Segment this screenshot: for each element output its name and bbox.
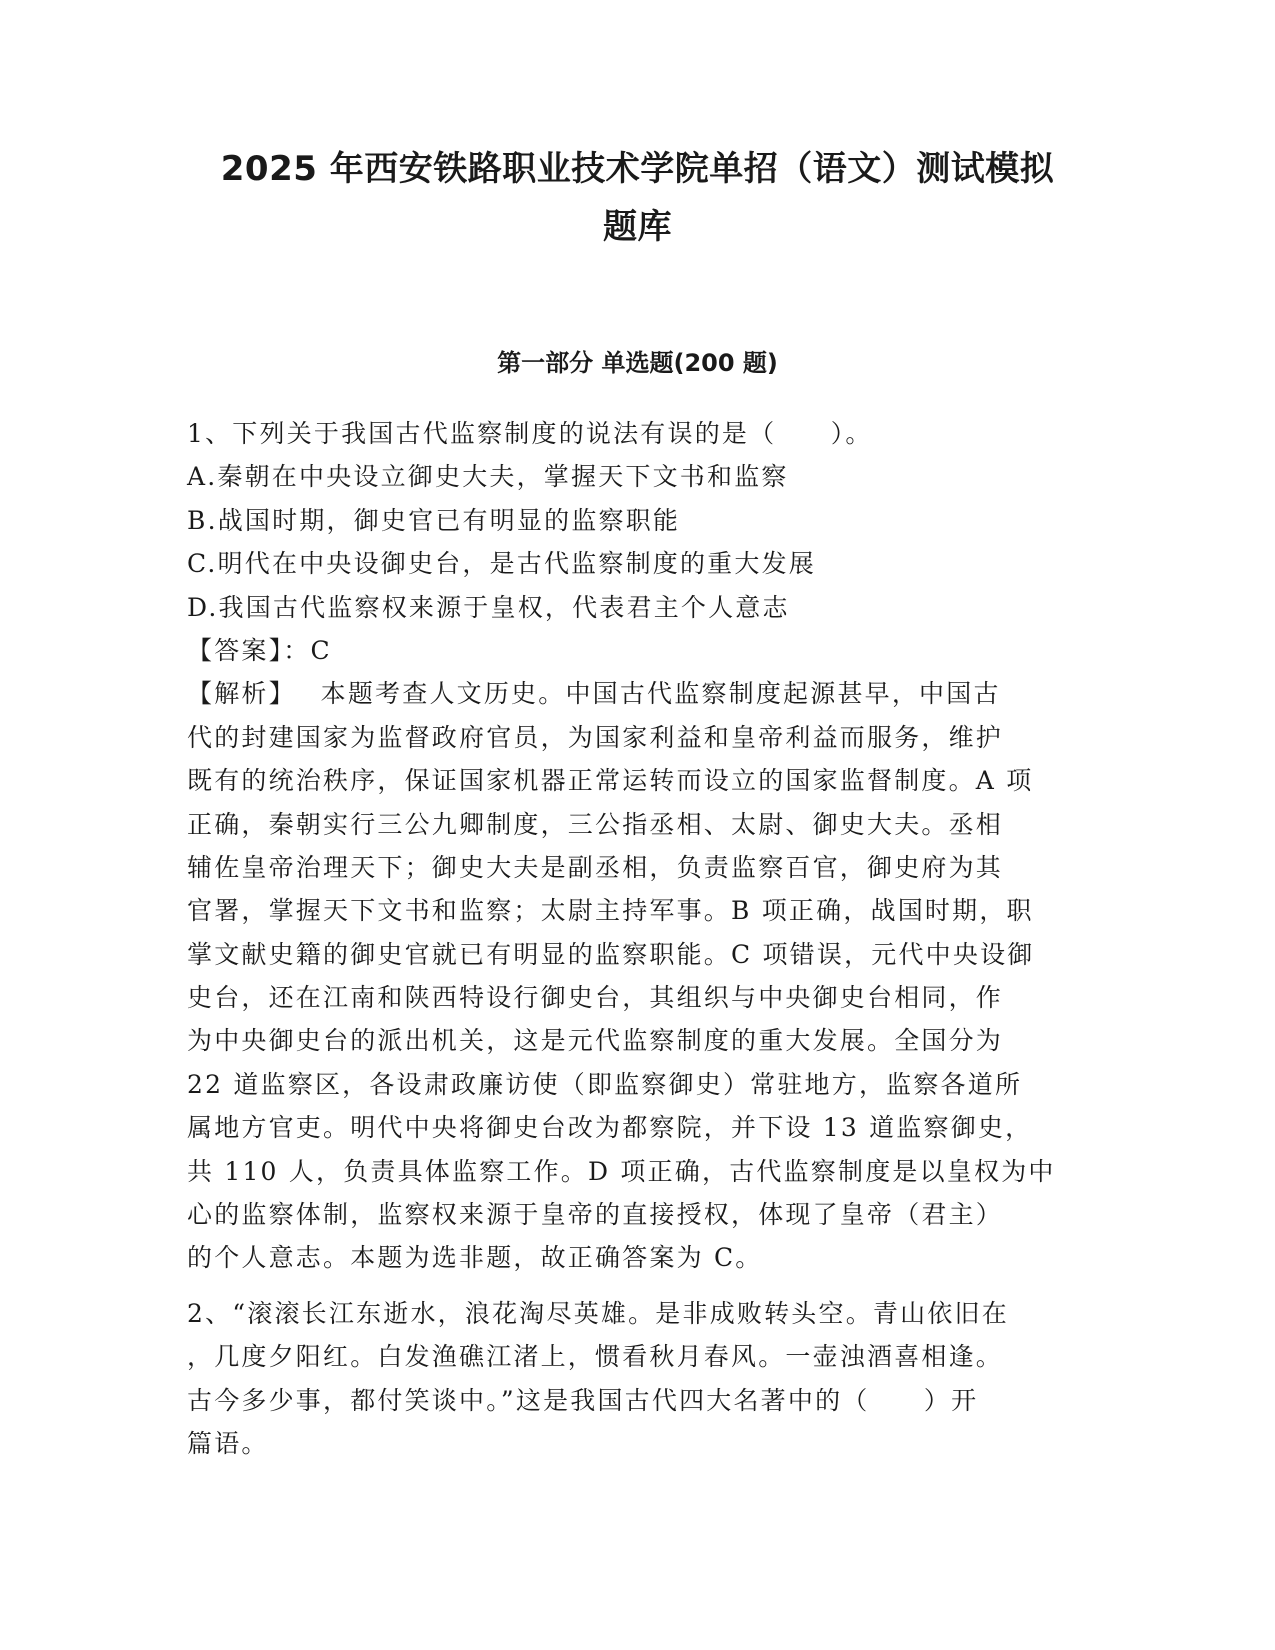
question-stem-line: 古今多少事，都付笑谈中。”这是我国古代四大名著中的（ ）开 [187, 1385, 979, 1415]
document-title [150, 140, 1125, 256]
analysis-line: 辅佐皇帝治理天下；御史大夫是副丞相，负责监察百官，御史府为其 [187, 852, 1004, 882]
analysis-line: 既有的统治秩序，保证国家机器正常运转而设立的国家监督制度。A 项 [187, 766, 1034, 796]
analysis [187, 672, 1089, 1279]
analysis-line: 官署，掌握天下文书和监察；太尉主持军事。B 项正确，战国时期，职 [187, 896, 1034, 926]
analysis-line: 掌文献史籍的御史官就已有明显的监察职能。C 项错误，元代中央设御 [187, 939, 1035, 969]
option-b: B.战国时期，御史官已有明显的监察职能 [187, 505, 681, 535]
question-stem-line: 篇语。 [187, 1428, 269, 1458]
question-stem-line: ，几度夕阳红。白发渔礁江渚上，惯看秋月春风。一壶浊酒喜相逢。 [187, 1342, 1004, 1372]
question-list [187, 412, 1089, 1465]
analysis-line: 为中央御史台的派出机关，这是元代监察制度的重大发展。全国分为 [187, 1026, 1004, 1056]
document-title-line-2: 题库 [603, 207, 672, 247]
option-d: D.我国古代监察权来源于皇权，代表君主个人意志 [187, 592, 790, 622]
analysis-line: 史台，还在江南和陕西特设行御史台，其组织与中央御史台相同，作 [187, 983, 1004, 1013]
analysis-line: 属地方官吏。明代中央将御史台改为都察院，并下设 13 道监察御史， [187, 1113, 1033, 1143]
analysis-line: 代的封建国家为监督政府官员，为国家利益和皇帝利益而服务，维护 [187, 722, 1004, 752]
analysis-line: 心的监察体制，监察权来源于皇帝的直接授权，体现了皇帝（君主） [187, 1200, 1004, 1230]
question-stem: 1、下列关于我国古代监察制度的说法有误的是（ ）。 [187, 419, 873, 448]
analysis-line: 正确，秦朝实行三公九卿制度，三公指丞相、太尉、御史大夫。丞相 [187, 809, 1004, 839]
option-a: A.秦朝在中央设立御史大夫，掌握天下文书和监察 [187, 462, 789, 492]
section-title: 第一部分 单选题(200 题) [497, 349, 778, 377]
analysis-line: 的个人意志。本题为选非题，故正确答案为 C。 [187, 1243, 763, 1273]
option-c: C.明代在中央设御史台，是古代监察制度的重大发展 [187, 549, 816, 579]
question-1 [187, 412, 1089, 1280]
analysis-line: 共 110 人，负责具体监察工作。D 项正确，古代监察制度是以皇权为中 [187, 1156, 1056, 1186]
document-title-line-1: 2025 年西安铁路职业技术学院单招（语文）测试模拟 [220, 149, 1055, 189]
answer: 【答案】：C [187, 635, 332, 665]
analysis-line: 【解析】 本题考查人文历史。中国古代监察制度起源甚早，中国古 [187, 679, 1001, 709]
analysis-line: 22 道监察区，各设肃政廉访使（即监察御史）常驻地方，监察各道所 [187, 1069, 1023, 1099]
question-2 [187, 1292, 1089, 1466]
question-stem-line: 2、“滚滚长江东逝水，浪花淘尽英雄。是非成败转头空。青山依旧在 [187, 1298, 1009, 1328]
